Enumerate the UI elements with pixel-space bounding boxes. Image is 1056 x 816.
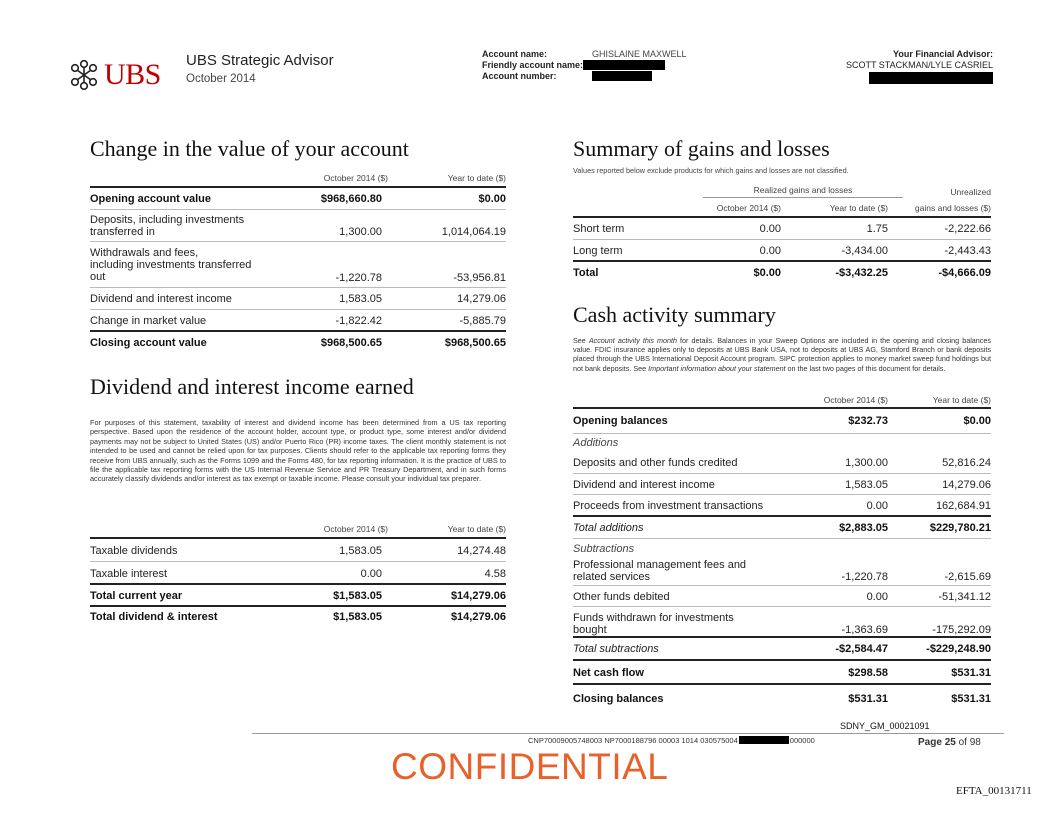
row-value: 1,014,064.19 [441, 226, 506, 238]
row-value: 0.00 [866, 591, 888, 603]
row-label: Funds withdrawn for investments bought [573, 612, 734, 636]
table-row [573, 517, 991, 539]
row-value: -1,363.69 [841, 624, 888, 636]
row-value: $14,279.06 [450, 611, 506, 623]
advisor-value: SCOTT STACKMAN/LYLE CASRIEL [845, 60, 993, 70]
table-row [573, 661, 991, 685]
cash-table [573, 392, 991, 709]
gains-table [573, 182, 991, 284]
row-label: Change in market value [90, 315, 207, 327]
gains-header-row [573, 200, 991, 218]
efta-stamp: EFTA_00131711 [956, 785, 1032, 797]
row-label: Closing balances [573, 693, 664, 705]
row-value: $0.00 [753, 267, 781, 279]
footer-code-prefix: CNP70009005748003 NP7000188796 00003 1014 030575004 [528, 736, 738, 745]
row-value: -1,220.78 [335, 272, 382, 284]
row-value: -53,956.81 [453, 272, 506, 284]
dividend-title: Dividend and interest income earned [90, 374, 414, 399]
table-row [573, 409, 991, 434]
financial-advisor [846, 49, 993, 87]
row-value: -2,222.66 [944, 223, 991, 235]
gains-note: Values reported below exclude products for which gains and losses are not classified. [573, 166, 849, 175]
row-value: $968,500.65 [320, 337, 382, 349]
dividend-table [90, 521, 506, 629]
table-row [90, 607, 506, 629]
table-row [573, 474, 991, 495]
row-value: $1,583.05 [333, 590, 382, 602]
col-header: October 2014 ($) [823, 395, 888, 405]
row-value: $232.73 [848, 415, 888, 427]
row-label: Long term [573, 245, 623, 257]
gains-group-header [573, 182, 991, 200]
row-label: Total current year [90, 590, 183, 602]
col-header: October 2014 ($) [323, 524, 388, 534]
page-of: of [958, 737, 967, 748]
row-value: $229,780.21 [929, 522, 991, 534]
note-italic: Important information about your statement [648, 363, 786, 373]
row-value: -2,615.69 [944, 571, 991, 583]
row-value: -$3,432.25 [835, 267, 888, 279]
row-label: Proceeds from investment transactions [573, 500, 764, 512]
col-header: October 2014 ($) [323, 173, 388, 183]
row-label: Taxable dividends [90, 545, 178, 557]
footer-rule [252, 733, 1004, 734]
table-row [573, 240, 991, 262]
table-row [90, 310, 506, 332]
row-value: -5,885.79 [459, 315, 506, 327]
row-value: 14,279.06 [942, 479, 991, 491]
row-value: 0.00 [866, 500, 888, 512]
table-row [90, 188, 506, 210]
note-italic: Account activity this month [588, 336, 678, 345]
row-value: $298.58 [848, 667, 888, 679]
row-value: 14,279.06 [457, 293, 506, 305]
row-value: 162,684.91 [935, 500, 991, 512]
row-value: 52,816.24 [942, 457, 991, 469]
row-value: $1,583.05 [333, 611, 382, 623]
row-label: Other funds debited [573, 591, 670, 603]
row-label: Professional management fees and related services [573, 559, 747, 583]
cash-header-row [573, 392, 991, 409]
row-label: Opening account value [90, 193, 212, 205]
row-value: 14,274.48 [457, 545, 506, 557]
row-value: 0.00 [759, 223, 781, 235]
row-value: 4.58 [484, 568, 506, 580]
row-value: $531.31 [951, 693, 991, 705]
row-label: Total [573, 267, 599, 279]
sdny-bates-stamp: SDNY_GM_00021091 [840, 721, 930, 731]
cash-note [573, 336, 991, 373]
row-value: -$2,584.47 [835, 643, 888, 655]
table-row [90, 210, 506, 242]
row-value: 1,583.05 [339, 293, 382, 305]
redaction-box [592, 71, 652, 81]
logo-wordmark: UBS [104, 58, 161, 91]
row-value: -3,434.00 [841, 245, 888, 257]
realized-header: Realized gains and losses [703, 185, 903, 198]
table-row [573, 434, 991, 452]
page-current: 25 [944, 737, 956, 748]
col-header: Year to date ($) [447, 524, 506, 534]
statement-date: October 2014 [186, 73, 256, 85]
ubs-logo [66, 58, 161, 92]
row-value: -2,443.43 [944, 245, 991, 257]
table-row [573, 638, 991, 661]
change-title: Change in the value of your account [90, 136, 409, 161]
row-value: $531.31 [951, 667, 991, 679]
change-table [90, 170, 506, 354]
row-label: Total dividend & interest [90, 611, 218, 623]
cash-title: Cash activity summary [573, 302, 776, 327]
account-name-label: Account name: [482, 49, 548, 59]
row-value: 0.00 [759, 245, 781, 257]
table-row [573, 586, 991, 607]
tax-paragraph: For purposes of this statement, taxability of interest and dividend income has been determined from a US tax reporting perspective. Based upon the residence of the account holder, account type, or product type, some interest and/or dividend payments may not be subject to United States (US) and/or Puerto Rico (PR) income taxes. The client monthly statement is not intended to be used and cannot be relied upon for tax purposes. Clients should refer to the applicable tax reporting forms they receive from UBS annually, such as the Forms 1099 and the Forms 480, for tax reporting information. It is the practice of UBS to file the applicable tax reporting forms with the US Internal Revenue Service and PR Treasury Department, and in such forms accurately classify dividends and/or interest as tax exempt or taxable income. Please consult your individual tax preparer. [90, 418, 506, 484]
col-header: Year to date ($) [932, 395, 991, 405]
row-label: Additions [573, 437, 619, 449]
row-value: $2,883.05 [839, 522, 888, 534]
unrealized-header: Unrealized [950, 187, 991, 197]
row-value: -$4,666.09 [938, 267, 991, 279]
table-row [573, 218, 991, 240]
row-value: 1,583.05 [845, 479, 888, 491]
row-label: Taxable interest [90, 568, 168, 580]
row-value: 1,583.05 [339, 545, 382, 557]
dividend-header-row [90, 521, 506, 539]
page-number [918, 737, 981, 748]
row-label: Total additions [573, 522, 644, 534]
row-value: $0.00 [478, 193, 506, 205]
row-value: -1,220.78 [841, 571, 888, 583]
page-label: Page [918, 737, 942, 748]
note-text: on the last two pages of this document for details. [785, 363, 946, 373]
col-header: Year to date ($) [829, 203, 888, 213]
row-label: Withdrawals and fees, including investments transferred out [90, 247, 252, 283]
redaction-box [869, 72, 993, 84]
table-row [573, 452, 991, 474]
footer-code [528, 736, 815, 745]
row-label: Dividend and interest income [573, 479, 715, 491]
row-value: $0.00 [963, 415, 991, 427]
account-info [482, 49, 687, 82]
table-row [90, 539, 506, 562]
table-row [90, 585, 506, 607]
product-title: UBS Strategic Advisor [186, 52, 334, 69]
row-value: 1.75 [866, 223, 888, 235]
note-text: See [573, 336, 589, 345]
row-label: Short term [573, 223, 625, 235]
row-value: $531.31 [848, 693, 888, 705]
row-label: Subtractions [573, 543, 635, 555]
keys-emblem-icon [66, 59, 102, 91]
row-value: $968,500.65 [444, 337, 506, 349]
change-header-row [90, 170, 506, 188]
table-row [90, 242, 506, 288]
gains-title: Summary of gains and losses [573, 136, 830, 161]
table-row [573, 685, 991, 709]
col-header: gains and losses ($) [914, 203, 991, 213]
row-value: -51,341.12 [938, 591, 991, 603]
row-value: -1,822.42 [335, 315, 382, 327]
table-row [573, 262, 991, 284]
table-row [90, 288, 506, 310]
confidential-stamp: CONFIDENTIAL [391, 746, 669, 787]
table-row [573, 607, 991, 638]
row-value: -$229,248.90 [926, 643, 991, 655]
row-value: 1,300.00 [339, 226, 382, 238]
footer-code-suffix: 000000 [789, 736, 815, 745]
row-label: Total subtractions [573, 643, 659, 655]
row-value: -175,292.09 [932, 624, 991, 636]
row-label: Closing account value [90, 337, 207, 349]
row-value: $14,279.06 [450, 590, 506, 602]
redaction-box [583, 60, 665, 70]
account-number-label: Account number: [482, 71, 557, 81]
row-value: $968,660.80 [320, 193, 382, 205]
table-row [90, 332, 506, 354]
table-row [573, 557, 991, 586]
note-text: for details. Balances in your Sweep Options are included in the opening and closing balances value. FDIC insurance applies only to deposits at UBS Bank USA, not to deposits at UBS AG, Stamford Branch or bank deposits placed through the UBS International Deposit Account program. SIPC protection applies to money market sweep fund holdings but not bank deposits. See [573, 336, 991, 373]
row-label: Opening balances [573, 415, 668, 427]
advisor-label: Your Financial Advisor: [892, 49, 993, 59]
row-label: Net cash flow [573, 667, 644, 679]
row-value: 0.00 [360, 568, 382, 580]
row-label: Dividend and interest income [90, 293, 232, 305]
account-name-value: GHISLAINE MAXWELL [592, 49, 687, 59]
table-row [90, 562, 506, 585]
table-row [573, 495, 991, 517]
page-total: 98 [969, 737, 981, 748]
friendly-name-label: Friendly account name: [482, 60, 584, 70]
row-label: Deposits and other funds credited [573, 457, 738, 469]
col-header: October 2014 ($) [716, 203, 781, 213]
col-header: Year to date ($) [447, 173, 506, 183]
redaction-box [739, 736, 789, 744]
row-value: 1,300.00 [845, 457, 888, 469]
table-row [573, 539, 991, 557]
row-label: Deposits, including investments transferred in [90, 214, 245, 238]
